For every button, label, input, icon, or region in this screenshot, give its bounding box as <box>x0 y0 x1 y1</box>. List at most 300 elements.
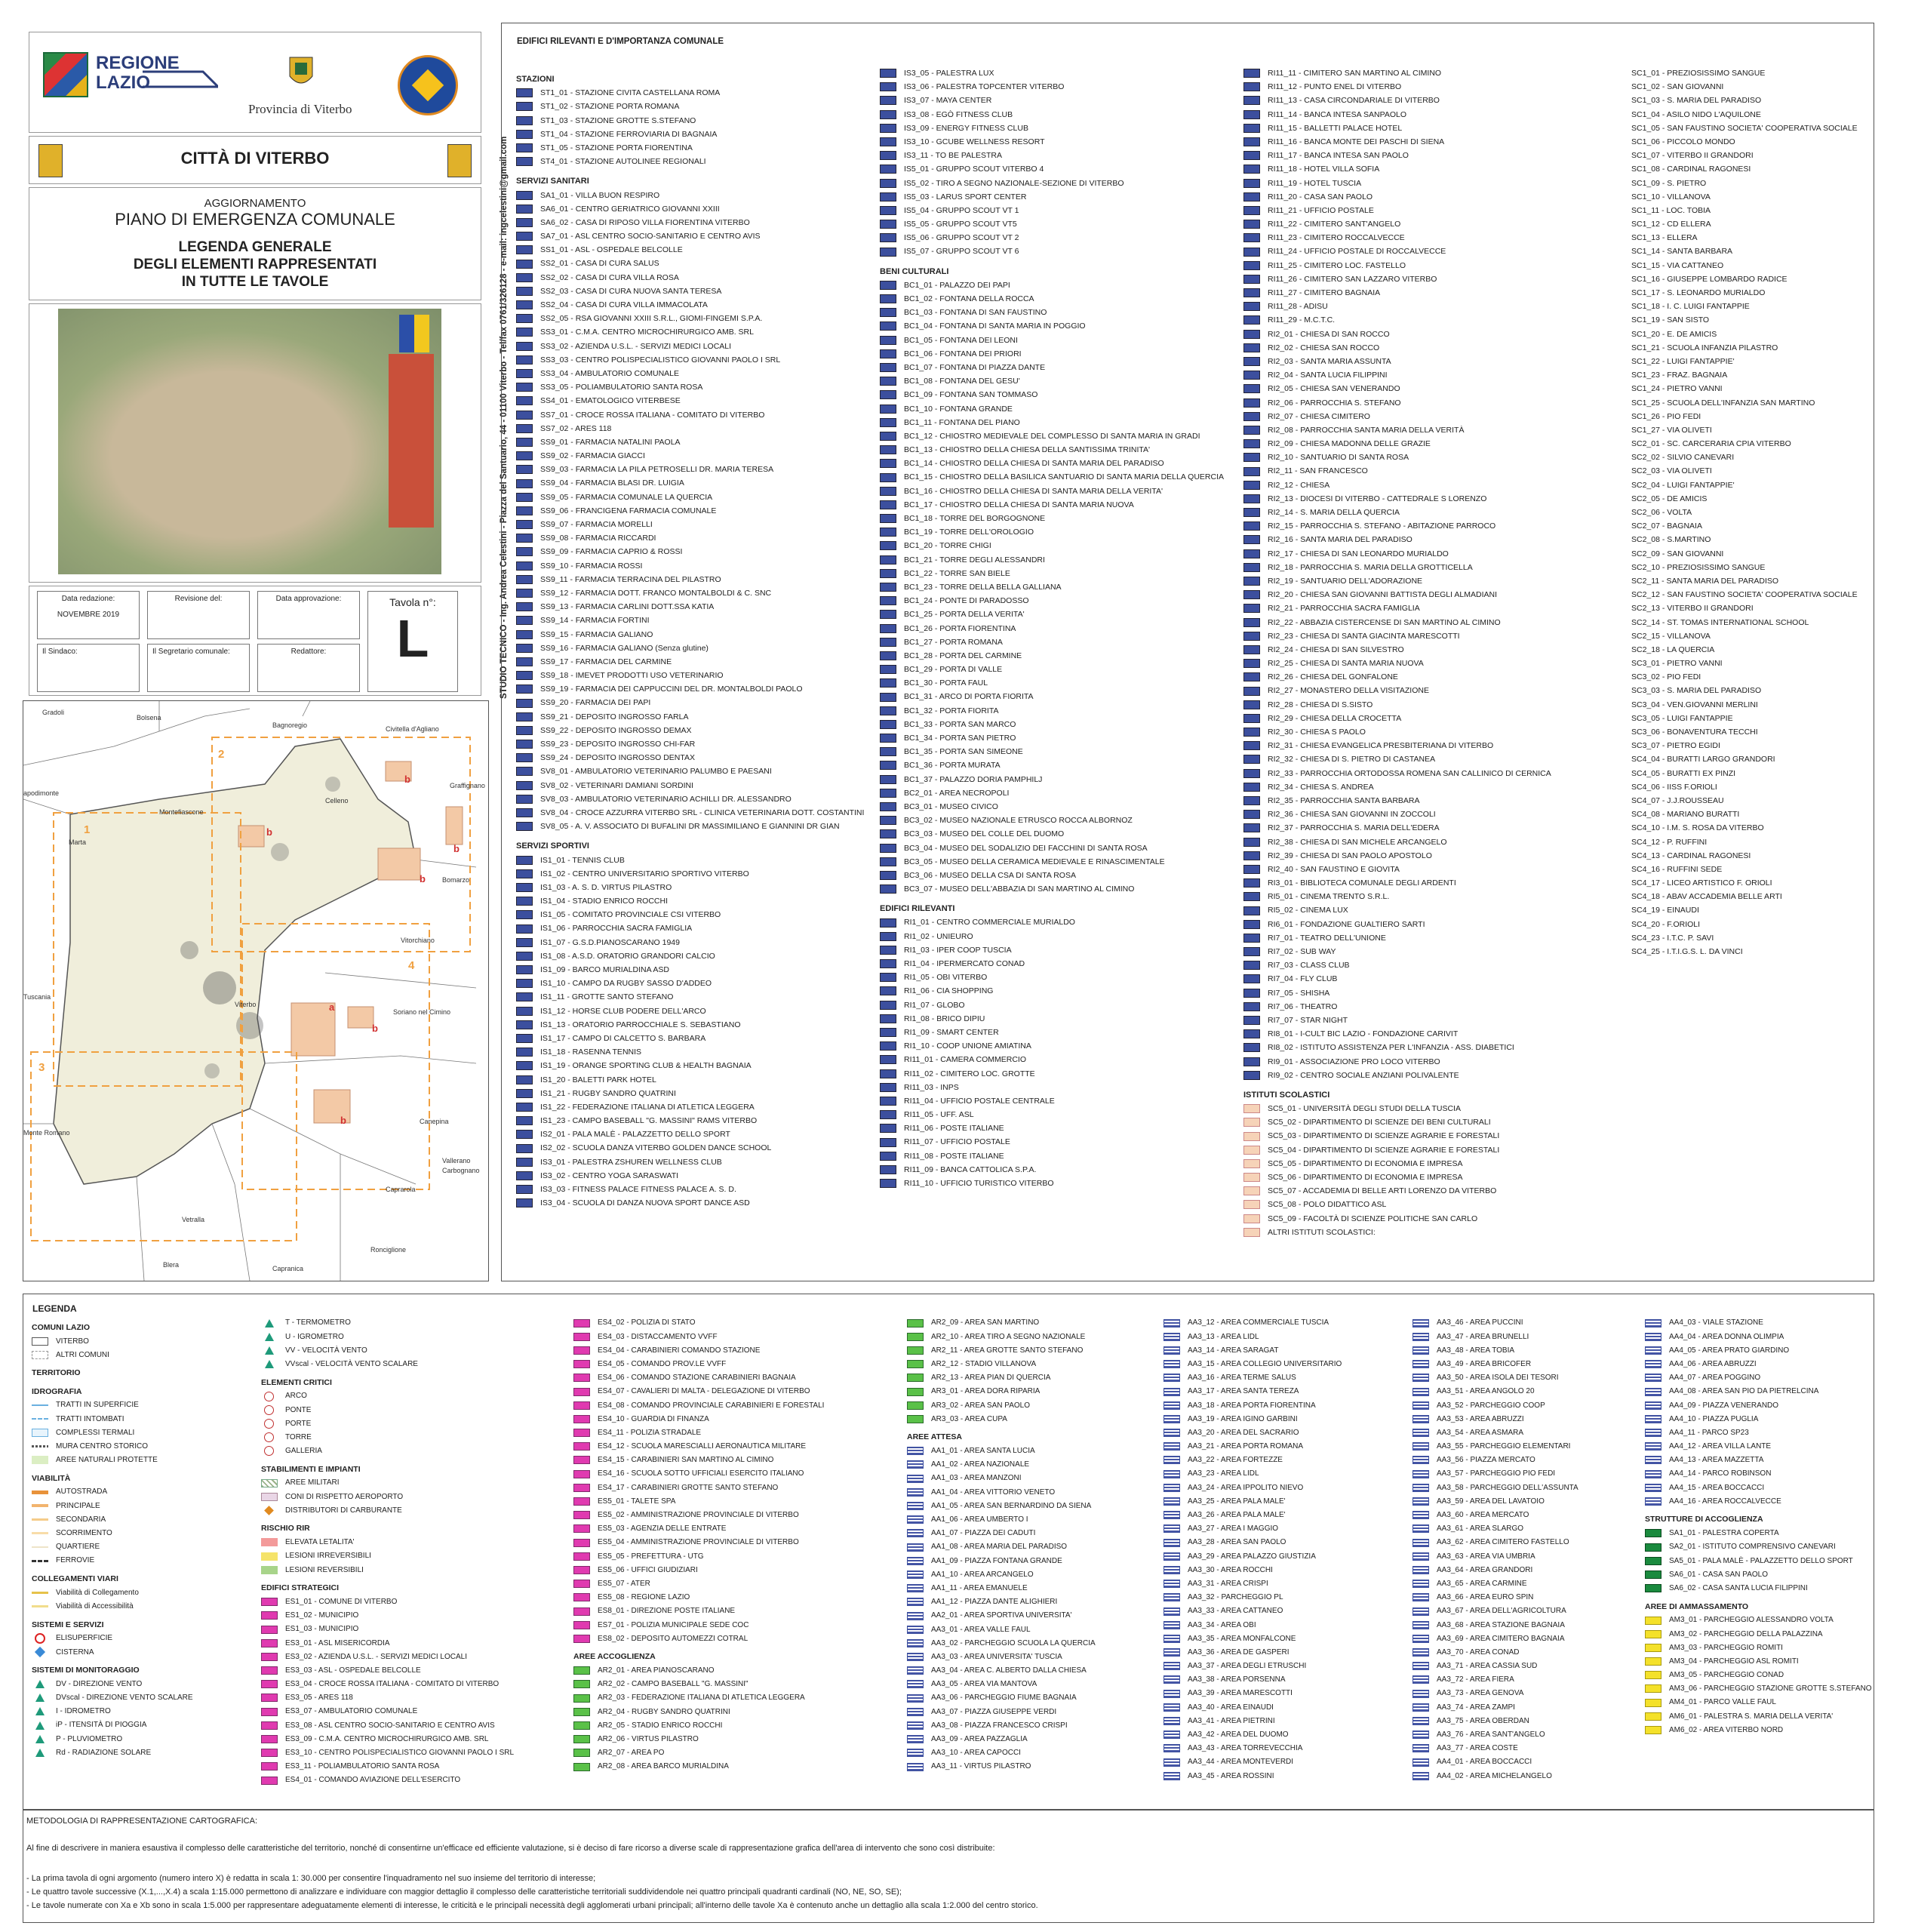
legend-entry-label: SC2_01 - SC. CARCERARIA CPIA VITERBO <box>1631 439 1791 449</box>
legend-entry-label: RI11_04 - UFFICIO POSTALE CENTRALE <box>904 1096 1055 1106</box>
legend-entry <box>1243 217 1551 231</box>
navy-swatch-icon <box>516 561 533 571</box>
legend-entry <box>880 292 1224 306</box>
metodologia-panel <box>23 1810 1874 1923</box>
legend-entry-label: AA3_57 - PARCHEGGIO PIO FEDI <box>1437 1469 1556 1478</box>
legend-entry <box>573 1385 824 1398</box>
legend-entry <box>1243 506 1551 519</box>
magenta-swatch-icon <box>573 1319 590 1327</box>
legend-entry <box>1607 835 1858 849</box>
legend-entry <box>1607 931 1858 945</box>
legend-entry <box>880 649 1224 663</box>
legend-entry-label: AM3_06 - PARCHEGGIO STAZIONE GROTTE S.STEFANO <box>1669 1684 1872 1694</box>
legend-entry <box>261 1691 514 1705</box>
legend-entry-label: AA3_09 - AREA PAZZAGLIA <box>931 1735 1028 1744</box>
legend-entry-label: TRATTI IN SUPERFICIE <box>56 1401 139 1410</box>
navy-swatch-icon <box>880 775 896 784</box>
stripe-swatch-icon <box>1163 1744 1180 1752</box>
legend-entry <box>516 504 864 518</box>
legend-entry <box>907 1733 1096 1746</box>
legend-entry <box>32 1718 193 1732</box>
legend-entry-label: AR2_04 - RUGBY SANDRO QUATRINI <box>598 1707 730 1716</box>
legend-entry-label: RI2_33 - PARROCCHIA ORTODOSSA ROMENA SAN CALLINICO DI CERNICA <box>1268 768 1551 778</box>
green-swatch-icon <box>907 1333 924 1341</box>
legend-entry <box>907 1472 1096 1485</box>
legend-entry-label: Viabilità di Accessibilità <box>56 1601 134 1611</box>
legend-entry <box>880 122 1224 135</box>
legend-entry-label: RI2_20 - CHIESA SAN GIOVANNI BATTISTA DEGLI ALMADIANI <box>1268 590 1498 600</box>
legend-entry-label: AA3_52 - PARCHEGGIO COOP <box>1437 1401 1545 1410</box>
navy-swatch-icon <box>516 616 533 625</box>
legend-entry-label: SC1_03 - S. MARIA DEL PARADISO <box>1631 96 1762 106</box>
data-redazione-value: NOVEMBRE 2019 <box>57 611 120 619</box>
legend-entry <box>1607 122 1858 135</box>
stripe-swatch-icon <box>1412 1319 1429 1327</box>
legend-entry-label: RI11_02 - CIMITERO LOC. GROTTE <box>904 1069 1035 1078</box>
legend-entry-label: AA3_61 - AREA SLARGO <box>1437 1524 1524 1534</box>
legend-entry-label: RI11_10 - UFFICIO TURISTICO VITERBO <box>904 1179 1054 1188</box>
legend-entry <box>1243 1212 1551 1226</box>
legend-entry-label: RI2_18 - PARROCCHIA S. MARIA DELLA GROTTICELLA <box>1268 562 1473 572</box>
legend-entry <box>1163 1509 1342 1522</box>
legend-entry-label: SC3_07 - PIETRO EGIDI <box>1631 741 1720 751</box>
legend-entry <box>880 334 1224 347</box>
legend-entry <box>32 1554 193 1567</box>
legend-entry-label: SA1_01 - PALESTRA COPERTA <box>1669 1529 1779 1538</box>
legend-entry <box>32 1540 193 1554</box>
legend-entry <box>516 779 864 792</box>
protezione-civile-logo <box>398 55 458 115</box>
legend-entry-label: SC1_14 - SANTA BARBARA <box>1631 247 1733 257</box>
legend-entry <box>1645 1385 1872 1398</box>
navy-swatch-icon <box>1243 1016 1260 1025</box>
segretario-cell <box>147 644 250 692</box>
legend-entry <box>516 641 864 655</box>
legend-entry <box>516 1059 864 1072</box>
navy-swatch-icon <box>880 610 896 619</box>
navy-swatch-icon <box>880 871 896 880</box>
section-heading-istituti-scolastici: ISTITUTI SCOLASTICI <box>1243 1090 1330 1100</box>
legend-entry <box>261 1760 514 1774</box>
circ-swatch-icon <box>264 1432 274 1442</box>
legend-entry-label: RI11_05 - UFF. ASL <box>904 1110 974 1120</box>
legend-entry <box>32 1440 193 1454</box>
legend-entry-label: AA3_13 - AREA LIDL <box>1188 1332 1259 1341</box>
legend-entry-label: SC1_16 - GIUSEPPE LOMBARDO RADICE <box>1631 274 1788 284</box>
legend-entry-label: ES5_03 - AGENZIA DELLE ENTRATE <box>598 1524 727 1534</box>
metodologia-line-3: - Le tavole numerate con Xa e Xb sono in scala 1:5.000 per rappresentare adeguatamente elementi di interesse, le criticità e le principali necessità degli agglomerati urbani principali; all'interno delle tavole Xa è contenuto anche un dettaglio alla scala 1:2.000 del centro storico. <box>26 1901 1038 1910</box>
stripe-swatch-icon <box>1645 1319 1661 1327</box>
legend-entry <box>880 1012 1224 1026</box>
legend-entry-label: AA3_53 - AREA ABRUZZI <box>1437 1414 1524 1423</box>
section-heading-elementi-critici: ELEMENTI CRITICI <box>261 1377 332 1387</box>
provincia-crest-icon <box>286 54 316 91</box>
legend-entry <box>516 586 864 600</box>
navy-swatch-icon <box>516 602 533 611</box>
stripe-swatch-icon <box>1645 1456 1661 1464</box>
legend-entry-label: ES4_07 - CAVALIERI DI MALTA - DELEGAZIONE DI VITERBO <box>598 1387 810 1396</box>
magenta-swatch-icon <box>573 1635 590 1643</box>
tri-swatch-icon <box>35 1749 45 1757</box>
legend-entry-label: AA1_06 - AREA UMBERTO I <box>931 1515 1028 1524</box>
legend-entry <box>1645 1316 1872 1330</box>
legend-entry <box>880 1121 1224 1135</box>
legend-entry-label: IS3_09 - ENERGY FITNESS CLUB <box>904 123 1028 133</box>
section-heading-collegamenti-viari: COLLEGAMENTI VIARI <box>32 1574 118 1583</box>
legend-entry <box>1412 1563 1578 1577</box>
navy-swatch-icon <box>880 363 896 372</box>
legend-entry-label: ES4_08 - COMANDO PROVINCIALE CARABINIERI E FORESTALI <box>598 1401 825 1410</box>
legend-entry-label: AA3_17 - AREA SANTA TEREZA <box>1188 1387 1299 1396</box>
navy-swatch-icon <box>880 445 896 454</box>
legend-entry <box>1412 1330 1578 1343</box>
legend-entry-label: BC1_16 - CHIOSTRO DELLA CHIESA DI SANTA MARIA DELLA VERITA' <box>904 486 1163 496</box>
zone-1-label: 1 <box>84 823 91 836</box>
legend-entry-label: SC5_09 - FACOLTÀ DI SCIENZE POLITICHE SAN CARLO <box>1268 1214 1478 1223</box>
legend-entry <box>880 855 1224 869</box>
legend-entry-label: IS3_05 - PALESTRA LUX <box>904 69 994 78</box>
legend-entry <box>880 231 1224 245</box>
place-monte-romano: Monte Romano <box>23 1129 70 1137</box>
legend-entry <box>516 1141 864 1155</box>
legend-entry <box>1645 1412 1872 1426</box>
legend-entry <box>573 1426 824 1440</box>
legend-entry <box>1243 204 1551 217</box>
green-swatch-icon <box>573 1694 590 1703</box>
stripe-swatch-icon <box>1163 1662 1180 1670</box>
legend-entry-label: AA4_14 - PARCO ROBINSON <box>1669 1469 1772 1478</box>
legend-entry <box>1412 1316 1578 1330</box>
legend-entry-label: AA3_41 - AREA PIETRINI <box>1188 1716 1275 1725</box>
navy-swatch-icon <box>516 314 533 323</box>
navy-swatch-icon <box>880 233 896 242</box>
darkgreen-swatch-icon <box>1645 1557 1661 1565</box>
legend-entry <box>1243 903 1551 917</box>
legend-entry-label: SC3_02 - PIO FEDI <box>1631 672 1701 682</box>
magenta-swatch-icon <box>573 1539 590 1547</box>
legend-entry <box>880 1135 1224 1149</box>
legend-entry-label: RI7_02 - SUB WAY <box>1268 947 1336 956</box>
legend-entry-label: AM3_02 - PARCHEGGIO DELLA PALAZZINA <box>1669 1629 1823 1638</box>
legend-entry-label: RI2_30 - CHIESA S PAOLO <box>1268 728 1366 737</box>
navy-swatch-icon <box>516 726 533 735</box>
legend-entry <box>907 1398 1096 1412</box>
legend-entry <box>1243 368 1551 382</box>
legend-entry-label: SS3_03 - CENTRO POLISPECIALISTICO GIOVANNI PAOLO I SRL <box>540 355 781 365</box>
legend-entry <box>1243 1102 1551 1115</box>
legend-entry-label: AR3_03 - AREA CUPA <box>931 1414 1007 1423</box>
legend-entry-label: AA4_07 - AREA POGGINO <box>1669 1374 1761 1383</box>
subzone-b2: b <box>404 774 410 785</box>
legend-entry <box>907 1358 1096 1371</box>
legend-entry-label: SC1_10 - VILLANOVA <box>1631 192 1711 202</box>
metodologia-line-1: - La prima tavola di ogni argomento (numero intero X) è redatta in scala 1: 30.000 per consentire l'inquadramento nel suo insieme del territorio di interesse; <box>26 1874 596 1883</box>
stripe-swatch-icon <box>1163 1360 1180 1368</box>
legend-entry <box>1243 423 1551 437</box>
provincia-label: Provincia di Viterbo <box>248 102 352 116</box>
legend-entry <box>516 189 864 202</box>
navy-swatch-icon <box>880 1041 896 1051</box>
legend-entry <box>880 278 1224 292</box>
legend-entry <box>1607 519 1858 533</box>
legend-entry-label: BC1_01 - PALAZZO DEI PAPI <box>904 280 1010 290</box>
legend-entry <box>880 998 1224 1012</box>
legend-entry <box>1243 780 1551 794</box>
sindaco-cell <box>37 644 140 692</box>
navy-swatch-icon <box>516 465 533 474</box>
navy-swatch-icon <box>1243 110 1260 119</box>
legend-entry-label: SS3_04 - AMBULATORIO COMUNALE <box>540 368 680 378</box>
legend-entry <box>1243 863 1551 876</box>
regione-lazio-logo <box>43 52 88 97</box>
legend-entry <box>1412 1646 1578 1660</box>
navy-swatch-icon <box>1243 233 1260 242</box>
legend-entry <box>1243 767 1551 780</box>
section-heading-rischio-rir: RISCHIO RIR <box>261 1524 310 1534</box>
legend-entry-label: AR2_05 - STADIO ENRICO ROCCHI <box>598 1721 723 1730</box>
legend-entry-label: BC1_02 - FONTANA DELLA ROCCA <box>904 294 1034 303</box>
legend-entry <box>880 1108 1224 1121</box>
navy-swatch-icon <box>1243 357 1260 366</box>
stripe-swatch-icon <box>1412 1333 1429 1341</box>
legend-entry-label: BC1_22 - TORRE SAN BIELE <box>904 568 1010 578</box>
magenta-swatch-icon <box>261 1598 278 1606</box>
section-heading-stabilimenti-e-impianti: STABILIMENTI E IMPIANTI <box>261 1464 361 1474</box>
navy-swatch-icon <box>1243 947 1260 956</box>
navy-swatch-icon <box>880 124 896 133</box>
magenta-swatch-icon <box>261 1762 278 1770</box>
legend-entry <box>1607 601 1858 615</box>
legend-entry <box>516 1045 864 1059</box>
navy-swatch-icon <box>880 857 896 866</box>
cist-swatch-icon <box>35 1647 45 1657</box>
legend-entry <box>516 1073 864 1087</box>
legend-entry-label: AA3_62 - AREA CIMITERO FASTELLO <box>1437 1538 1569 1547</box>
stripe-swatch-icon <box>1645 1415 1661 1423</box>
legend-entry-label: AA4_13 - AREA MAZZETTA <box>1669 1456 1764 1465</box>
legend-entry <box>1243 1027 1551 1041</box>
legend-entry <box>1163 1522 1342 1536</box>
stripe-swatch-icon <box>1163 1429 1180 1437</box>
legend-entry <box>573 1358 824 1371</box>
stripe-swatch-icon <box>1412 1607 1429 1616</box>
legend-entry <box>1243 588 1551 601</box>
legend-entry-label: SC4_06 - IISS F.ORIOLI <box>1631 782 1717 792</box>
legend-entry <box>1243 739 1551 752</box>
legend-entry <box>1163 1604 1342 1618</box>
legend-entry <box>1412 1454 1578 1467</box>
stripe-swatch-icon <box>1412 1346 1429 1355</box>
navy-swatch-icon <box>1243 137 1260 146</box>
navy-swatch-icon <box>516 1089 533 1098</box>
legend-entry <box>1163 1700 1342 1714</box>
legend-entry-label: SS4_01 - EMATOLOGICO VITERBESE <box>540 396 681 406</box>
legend-entry-label: IS3_03 - FITNESS PALACE FITNESS PALACE A. S. D. <box>540 1185 736 1194</box>
legend-entry-label: VITERBO <box>56 1337 89 1346</box>
mil-swatch-icon <box>261 1479 278 1487</box>
legend-entry-label: RI11_18 - HOTEL VILLA SOFIA <box>1268 165 1380 174</box>
legend-entry-label: SA7_01 - ASL CENTRO SOCIO-SANITARIO E CENTRO AVIS <box>540 232 761 242</box>
legend-entry-label: BC1_30 - PORTA FAUL <box>904 678 988 688</box>
legend-entry-label: AA1_10 - AREA ARCANGELO <box>931 1570 1034 1579</box>
legend-entry-label: RI11_12 - PUNTO ENEL DI VITERBO <box>1268 82 1402 92</box>
legend-entry-label: ST1_02 - STAZIONE PORTA ROMANA <box>540 102 680 112</box>
wall-swatch-icon <box>32 1445 48 1447</box>
legend-entry <box>1243 849 1551 863</box>
stripe-swatch-icon <box>1412 1374 1429 1382</box>
navy-swatch-icon <box>880 986 896 995</box>
navy-swatch-icon <box>516 1130 533 1139</box>
legend-entry-label: SS9_18 - IMEVET PRODOTTI USO VETERINARIO <box>540 671 724 681</box>
legend-entry <box>32 1348 193 1361</box>
viterbo-crest-right-icon <box>447 144 472 177</box>
place-canepina: Canepina <box>420 1118 449 1125</box>
legend-entry <box>1607 135 1858 149</box>
stripe-swatch-icon <box>1163 1758 1180 1767</box>
navy-swatch-icon <box>880 946 896 955</box>
legend-entry <box>1645 1682 1872 1696</box>
legend-entry-label: SS9_16 - FARMACIA GALIANO (Senza glutine) <box>540 643 709 653</box>
magenta-swatch-icon <box>573 1360 590 1368</box>
legend-entry-label: RI7_01 - TEATRO DELL'UNIONE <box>1268 933 1386 943</box>
stripe-swatch-icon <box>907 1447 924 1455</box>
legend-entry <box>880 869 1224 882</box>
legend-entry-label: SC4_19 - EINAUDI <box>1631 906 1699 915</box>
legend-entry-label: PRINCIPALE <box>56 1501 100 1510</box>
legend-entry <box>907 1691 1096 1705</box>
tri-swatch-icon <box>35 1707 45 1715</box>
legend-entry-label: SS9_13 - FARMACIA CARLINI DOTT.SSA KATIA <box>540 602 715 612</box>
legend-entry-label: RI1_03 - IPER COOP TUSCIA <box>904 945 1012 955</box>
legend-entry <box>880 1026 1224 1039</box>
legend-entry <box>1243 1171 1551 1184</box>
city-title: CITTÀ DI VITERBO <box>180 149 330 168</box>
legend-entry <box>1412 1467 1578 1481</box>
legend-entry-label: AA3_48 - AREA TOBIA <box>1437 1346 1515 1355</box>
legend-entry-label: IS3_01 - PALESTRA ZSHUREN WELLNESS CLUB <box>540 1157 722 1167</box>
legend-entry <box>516 312 864 325</box>
navy-swatch-icon <box>880 281 896 290</box>
legend-entry-label: SC2_09 - SAN GIOVANNI <box>1631 549 1724 558</box>
legend-entry-label: IS3_10 - GCUBE WELLNESS RESORT <box>904 137 1045 146</box>
legend-entry <box>880 204 1224 217</box>
section-heading-aree-accoglienza: AREE ACCOGLIENZA <box>573 1652 656 1662</box>
approvazione-cell <box>257 591 360 639</box>
legend-entry <box>1412 1440 1578 1454</box>
legend-entry <box>516 820 864 833</box>
legend-entry-label: RI11_01 - CAMERA COMMERCIO <box>904 1055 1027 1065</box>
legend-entry <box>1163 1646 1342 1660</box>
section-heading-aree-di-ammassamento: AREE DI AMMASSAMENTO <box>1645 1601 1749 1611</box>
navy-swatch-icon <box>880 192 896 202</box>
legend-entry-label: SS2_02 - CASA DI CURA VILLA ROSA <box>540 272 679 282</box>
place-viterbo: Viterbo <box>235 1001 257 1008</box>
stripe-swatch-icon <box>1412 1621 1429 1629</box>
navy-swatch-icon <box>516 355 533 365</box>
legend-entry <box>880 882 1224 896</box>
legend-entry <box>1243 931 1551 945</box>
section-heading-stazioni: STAZIONI <box>516 74 555 84</box>
legend-entry-label: RI2_40 - SAN FAUSTINO E GIOVITA <box>1268 864 1400 874</box>
legend-entry-label: ELISUPERFICIE <box>56 1634 113 1643</box>
navy-swatch-icon <box>880 596 896 605</box>
metodologia-intro: Al fine di descrivere in maniera esaustiva il complesso delle caratteristiche del territorio, nonché di consentirne un'efficace ed efficiente valutazione, si è deciso di fare ricorso a diverse scale di rappresentazione grafica dell'area di intervento che sono così distribuite: <box>26 1844 995 1853</box>
legend-entry-label: IS2_01 - PALA MALÈ - PALAZZETTO DELLO SPORT <box>540 1130 730 1140</box>
stripe-swatch-icon <box>1163 1607 1180 1616</box>
legend-entry <box>261 1774 514 1787</box>
legend-entry-label: ELEVATA LETALITA' <box>285 1538 355 1547</box>
navy-swatch-icon <box>516 102 533 111</box>
navy-swatch-icon <box>880 555 896 565</box>
tri-swatch-icon <box>265 1319 274 1327</box>
legend-entry <box>261 1549 514 1563</box>
legend-entry-label: SA6_01 - CASA SAN PAOLO <box>1669 1570 1768 1579</box>
legend-entry-label: BC1_35 - PORTA SAN SIMEONE <box>904 747 1023 757</box>
circ-swatch-icon <box>264 1392 274 1401</box>
green-pale-swatch-icon <box>32 1456 48 1464</box>
legend-entry-label: BC1_04 - FONTANA DI SANTA MARIA IN POGGIO <box>904 321 1086 331</box>
line-blue-swatch-icon <box>32 1404 48 1406</box>
legend-entry-label: RI2_07 - CHIESA CIMITERO <box>1268 411 1370 421</box>
legend-entry <box>1243 561 1551 574</box>
legend-entry-label: RI5_01 - CINEMA TRENTO S.R.L. <box>1268 892 1390 902</box>
legend-entry <box>1412 1412 1578 1426</box>
navy-swatch-icon <box>1243 302 1260 311</box>
legend-entry <box>1243 547 1551 561</box>
navy-swatch-icon <box>1243 659 1260 668</box>
legend-entry <box>880 319 1224 333</box>
legend-entry <box>516 545 864 558</box>
legend-entry-label: SC2_14 - ST. TOMAS INTERNATIONAL SCHOOL <box>1631 617 1809 627</box>
legend-entry <box>1243 1041 1551 1054</box>
legend-entry-label: SS9_24 - DEPOSITO INGROSSO DENTAX <box>540 753 696 763</box>
magenta-swatch-icon <box>261 1735 278 1743</box>
magenta-swatch-icon <box>573 1333 590 1341</box>
stripe-swatch-icon <box>1412 1730 1429 1739</box>
legend-entry-label: SC5_03 - DIPARTIMENTO DI SCIENZE AGRARIE E FORESTALI <box>1268 1131 1500 1141</box>
fuel-swatch-icon <box>264 1506 274 1515</box>
legend-entry <box>573 1563 824 1577</box>
navy-swatch-icon <box>516 506 533 515</box>
legend-entry <box>907 1513 1096 1527</box>
legend-entry <box>573 1733 824 1746</box>
legend-entry <box>1412 1591 1578 1604</box>
legend-entry <box>907 1458 1096 1472</box>
place-gradoli: Gradoli <box>42 709 65 716</box>
navy-swatch-icon <box>880 69 896 78</box>
legend-entry <box>1163 1358 1342 1371</box>
legend-entry-label: SC2_03 - VIA OLIVETI <box>1631 466 1712 476</box>
legend-entry <box>1243 341 1551 355</box>
navy-swatch-icon <box>516 808 533 817</box>
legend-entry <box>1645 1440 1872 1454</box>
legend-entry <box>1607 410 1858 423</box>
legend-entry <box>907 1554 1096 1567</box>
legend-entry <box>1243 328 1551 341</box>
legend-entry-label: ES4_12 - SCUOLA MARESCIALLI AERONAUTICA MILITARE <box>598 1442 807 1451</box>
section-heading-comuni-lazio: COMUNI LAZIO <box>32 1322 90 1332</box>
legend-entry-label: IS1_13 - ORATORIO PARROCCHIALE S. SEBASTIANO <box>540 1020 741 1029</box>
legend-entry <box>1243 684 1551 697</box>
legend-entry <box>516 792 864 806</box>
legend-entry <box>1607 149 1858 162</box>
legend-entry <box>1243 670 1551 684</box>
legend-entry <box>261 1536 514 1549</box>
legend-entry-label: ES8_01 - DIREZIONE POSTE ITALIANE <box>598 1607 736 1616</box>
legend-entry <box>261 1358 514 1371</box>
legend-entry-label: RI1_10 - COOP UNIONE AMIATINA <box>904 1041 1031 1051</box>
historic-map-legend-panel <box>389 354 434 528</box>
